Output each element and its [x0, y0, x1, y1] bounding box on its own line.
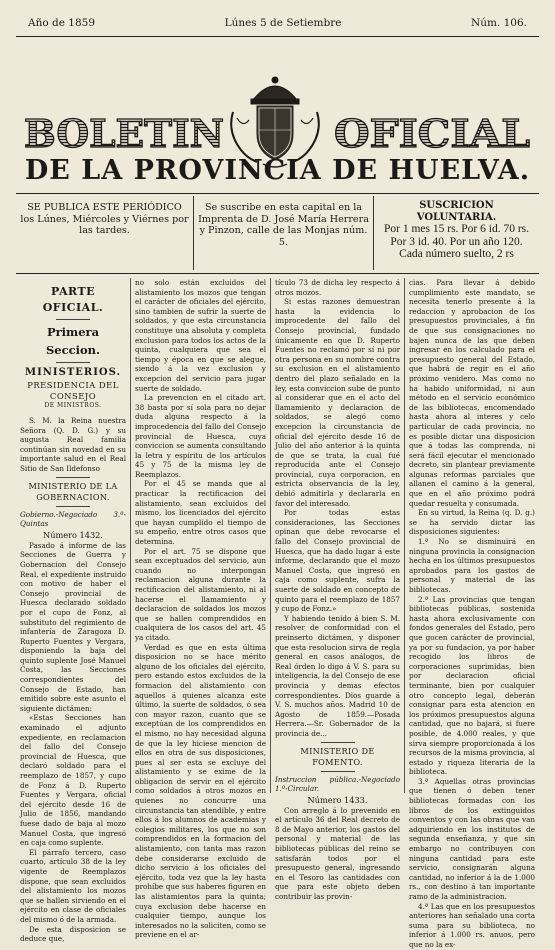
- article-columns: [16, 278, 539, 949]
- paragraph: cias. Para llevar á debido cumplimiento este mandato, se necesita tenerlo presente á la redaccion y aprobacion de los presupuestos provinciales, á fin de que sus consignaciones no bajen nunca de las que deben ingresar en los calculado para el presupuesto general del Estado, que habrá de regir en el año próximo venidero. Mas como no ha habido uniformidad, ni aun método en el servicio económico de las bibliotecas, encomendado hasta ahora al interes y celo particular de cada provincia, no es posible dictar una disposicion que á todas las comprenda, ni será fácil ejecutar el mencionado decreto, sin plantear previamente algunas reformas parciales que allanen el camino á la general, que en el año próximo podrá quedar resuelta y consumada.: [409, 278, 535, 508]
- price-line: Por 1 mes 15 rs. Por 6 id. 70 rs.: [383, 223, 530, 235]
- issue-year: Año de 1859: [28, 17, 95, 29]
- paragraph: Con arreglo á lo prevenido en el artículo 36 del Real decreto de 8 de Mayo anterior, los gastos del personal y material de las bibliotecas públicas del reino se satisfarán todos por el presupuesto general, ingresando en el Tesoro las cantidades con que para este objeto deben contribuir las provin-: [275, 805, 400, 902]
- paragraph: tículo 73 de dicha ley respecto á otros mozos.: [275, 278, 400, 297]
- column-1: [16, 278, 131, 944]
- masthead: [16, 105, 539, 157]
- paragraph: Por el 45 se manda que al practicar la rectificacion del alistamiento, sean excluidos del mismo, los licenciados del ejército que hayan cumplido el tiempo de su empeño, entre otros casos que determina.: [135, 479, 266, 547]
- issue-number: Núm. 106.: [471, 17, 527, 29]
- subscription-info: [16, 196, 539, 270]
- column-2: [131, 278, 271, 940]
- dateline-rule: [16, 36, 539, 37]
- heading-presidencia: PRESIDENCIA DEL CONSEJO: [27, 380, 119, 401]
- subscription-prices: [374, 196, 539, 270]
- royal-health-notice: S. M. la Reina nuestra Señora (Q. D. G.) y su augusta Real familia continúan sin novedad en su importante salud en el Real Sitio de San Ildefonso: [20, 416, 126, 473]
- province-title: DE LA PROVINCIA DE HUELVA.: [24, 155, 531, 186]
- instruccion-line: Instruccion pública.-Negociado 1.º-Circular.: [275, 774, 400, 794]
- paragraph: El párrafo tercero, caso cuarto, artículo 38 de la ley vigente de Reemplazos dispone, que sean excluidos del alistamiento los mozos que se hallen sirviendo en el ejército en clase de oficiales del mismo ó de la armada.: [20, 847, 126, 924]
- paragraph: De esta disposicion se deduce que,: [20, 924, 126, 944]
- body-rule: [16, 273, 539, 274]
- circular-number: Número 1433.: [307, 794, 368, 805]
- masthead-right: OFICIAL: [334, 111, 530, 156]
- periodicity-note: SE PUBLICA ESTE PERIÓDICO los Lúnes, Miércoles y Viérnes por las tardes.: [16, 196, 194, 270]
- issue-date: Lúnes 5 de Setiembre: [224, 17, 342, 29]
- heading-ministerio-fomento: MINISTERIO DE FOMENTO.: [300, 745, 375, 767]
- heading-ministerio-gobernacion: MINISTERIO DE LA GOBERNACION.: [28, 480, 118, 502]
- paragraph: Por todas estas consideraciones, las Secciones opinan que debe revocarse el fallo del Consejo provincial de Huesca, que ha dado lugar á este informe, declarando que el mozo Manuel Costa, que ingresó en caja como suplente, sufra la suerte de soldado en concepto de quinto para el reemplazo de 1857 y cupo de Fonz.»: [275, 508, 400, 614]
- paragraph: no solo están excluidos del alistamiento los mozos que tengan el carácter de oficiales del ejército, sino tambien de sufrir la suerte de soldados, y que esta circunstancia constituye una absoluta y completa exclusion para todos los actos de la quinta, cualquiera que sea el tiempo y época en que se alegue, siendo á la vez exclusion y excepcion del servicio para jugar suerte de soldado.: [135, 278, 266, 393]
- dateline: [28, 17, 527, 33]
- paragraph: 1.ª No se disminuirá en ninguna provincia la consignacion hecha en los últimos presupuestos aprobados para los gastos de personal y material de las bibliotecas.: [409, 537, 535, 594]
- paragraph: La prevencion en el citado art. 38 basta por sí sola para no dejar duda alguna respecto á la improcedencia del fallo del Consejo provincial de Huesca, cuya conviccion se aumenta consultando la letra y espíritu de los artículos 45 y 75 de la misma ley de Reemplazos.: [135, 393, 266, 479]
- paragraph: Verdad es que en esta última disposicion no se hace mérito alguno de los oficiales del ejército, pero estando estos excluidos de la formacion del alistamiento con aquellos á quienes alcanza este último, la suerte de soldados, ó sea con mayor razon, cuanto que se exceptúan de los comprendidos en el mismo, no hay necesidad alguna de que la ley hiciese mencion de ellos en otra de sus disposiciones, pues al ser esta se excluye del alistamiento y se exime de la obligacion de servir en el ejército como soldados á otros mozos en quienes no concurre una circunstancia tan atendible, y entre ellos á los alumnos de academias y colegios militares, los que no son comprendidos en la formacion del alistamiento, con tanta mas razon debe considerarse excluido de dicho servicio á los oficiales del ejército, toda vez que la ley hasta prohíbe que sus haberes figuren en las alistamientos para la quinta; cuya exclusion debe hacerse en cualquier tiempo, aunque los interesados no la soliciten, como se previene en el ar-: [135, 642, 266, 940]
- paragraph: 2.ª Las provincias que tengan bibliotecas públicas, sostenida hasta ahora exclusivamente con fondos generales del Estado, pero que gocen carácter de provincial, ya por su fundacion, ya por haber recogido los libros de corporaciones suprimidas, bien por declaracion oficial terminante, bien por cualquier otro concepto legal, deberán consignar para esta atencion en los próximos presupuestos alguna cantidad, que no bajará, si fuere posible, de 4.000 reales, y que sirva siempre proporcionada á los recursos de la misma provincia, al estado y riqueza literaria de la biblioteca.: [409, 594, 535, 777]
- voluntary-heading: SUSCRICION VOLUNTARIA.: [416, 200, 497, 223]
- column-4: [405, 278, 539, 949]
- section-ministerios: MINISTERIOS.: [25, 367, 121, 378]
- column-3: [271, 278, 405, 902]
- subscription-place: Se suscribe en esta capital en la Imprenta de D. José María Herrera y Pinzon, calle de las Monjas núm. 5.: [194, 196, 374, 270]
- title-rule: [16, 193, 539, 194]
- price-line: Por 3 id. 40. Por un año 120.: [390, 235, 523, 248]
- paragraph: Pasado á informe de las Secciones de Guerra y Gobernacion del Consejo Real, el expediente instruido con motivo de haber el Consejo provincial de Huesca declarado soldado por el cupo de Fonz, al substituto del regimiento de infantería de Zaragoza D. Ruperto Fuentes y Vergara, disponiendo la baja del quinto suplente José Manuel Costa, las Secciones correspondientes del Consejo de Estado, han emitido sobre este asunto el siguiente dictámen:: [20, 540, 126, 713]
- paragraph: Por el art. 75 se dispone que sean exceptuados del servicio, aun cuando no interpongan reclamacion alguna durante la rectificacion del alistamiento, ni al hacerse el llamamiento y declaracion de soldados los mozos que se hallen comprendidos en cualquiera de los casos del art. 45 ya citado.: [135, 546, 266, 642]
- masthead-left: BOLETIN: [24, 111, 224, 156]
- price-line: Cada número suelto, 2 rs: [399, 248, 514, 260]
- paragraph: 4.ª Las que en los presupuestos anteriores han señalado una corta suma para su biblioteca, no inferior á 1.000 rs. anuos, pero que no la ex-: [409, 901, 535, 949]
- paragraph: Si estas razones demuestran hasta la evidencia lo improcedente del fallo del Consejo provincial, fundado únicamente en que D. Ruperto Fuentes no reclamó por sí ni por otra persona en su nombre contra su exclusion en el alistamiento dentro del plazo señalado en la ley, esta conviccion sube de punto al considerar que en el acto del llamamiento y declaracion de soldados, se alegó como excepcion la circunstancia de oficial del ejército desde 16 de Julio del año anterior á la quinta de que se trata, la cual fué reproducida ante el Consejo provincial, cuya corporacion, en estricta observancia de la ley, debió admitirla y declararla en favor del interesado.: [275, 297, 400, 508]
- paragraph: En su virtud, la Reina (q. D. g.) se ha servido dictar las disposiciones siguientes:: [409, 508, 535, 537]
- decree-number: Número 1432.: [43, 529, 103, 540]
- section-parte-oficial: PARTE OFICIAL.: [42, 285, 104, 314]
- paragraph: 3.ª Aquellas otras provincias que tienen ó deben tener bibliotecas formadas con los libros de los extinguidos conventos y con las obras que van adquiriendo en los institutos de segunda enseñanza, y que sin embargo no contribuyen con ninguna cantidad para este servicio, consignarán alguna cantidad, no inferior á la de 1.000 rs., con destino á tan importante ramo de la administracion.: [409, 776, 535, 901]
- paragraph: Y habiendo tenido á bien S. M. resolver de conformidad con el preinserto dictámen, y disponer que esta resolucion sirva de regla general en casos análogos, de Real órden lo digo á V. S. para su inteligencia, la del Consejo de ese provincia y demas efectos correspondientes. Dios guarde á V. S. muchos años. Madrid 10 de Agosto de 1859.—Posada Herrera.—Sr. Gobernador de la provincia de...: [275, 613, 400, 738]
- section-primera: Primera Seccion.: [45, 325, 101, 357]
- negociado-line: Gobierno.-Negociado 3.º-Quintas: [20, 509, 126, 529]
- paragraph: «Estas Secciones han examinado el adjunto expediente, en reclamacion del fallo del Consejo provincial de Huesca, que declaró soldado para el reemplazo de 1857, y cupo de Fonz á D. Ruperto Fuentes y Vergara, oficial del ejército desde 16 de Julio de 1856, mandando fuese dado de baja al mozo Manuel Costa, que ingresó en caja como suplente.: [20, 713, 126, 848]
- heading-de-ministros: DE MINISTROS.: [44, 402, 102, 409]
